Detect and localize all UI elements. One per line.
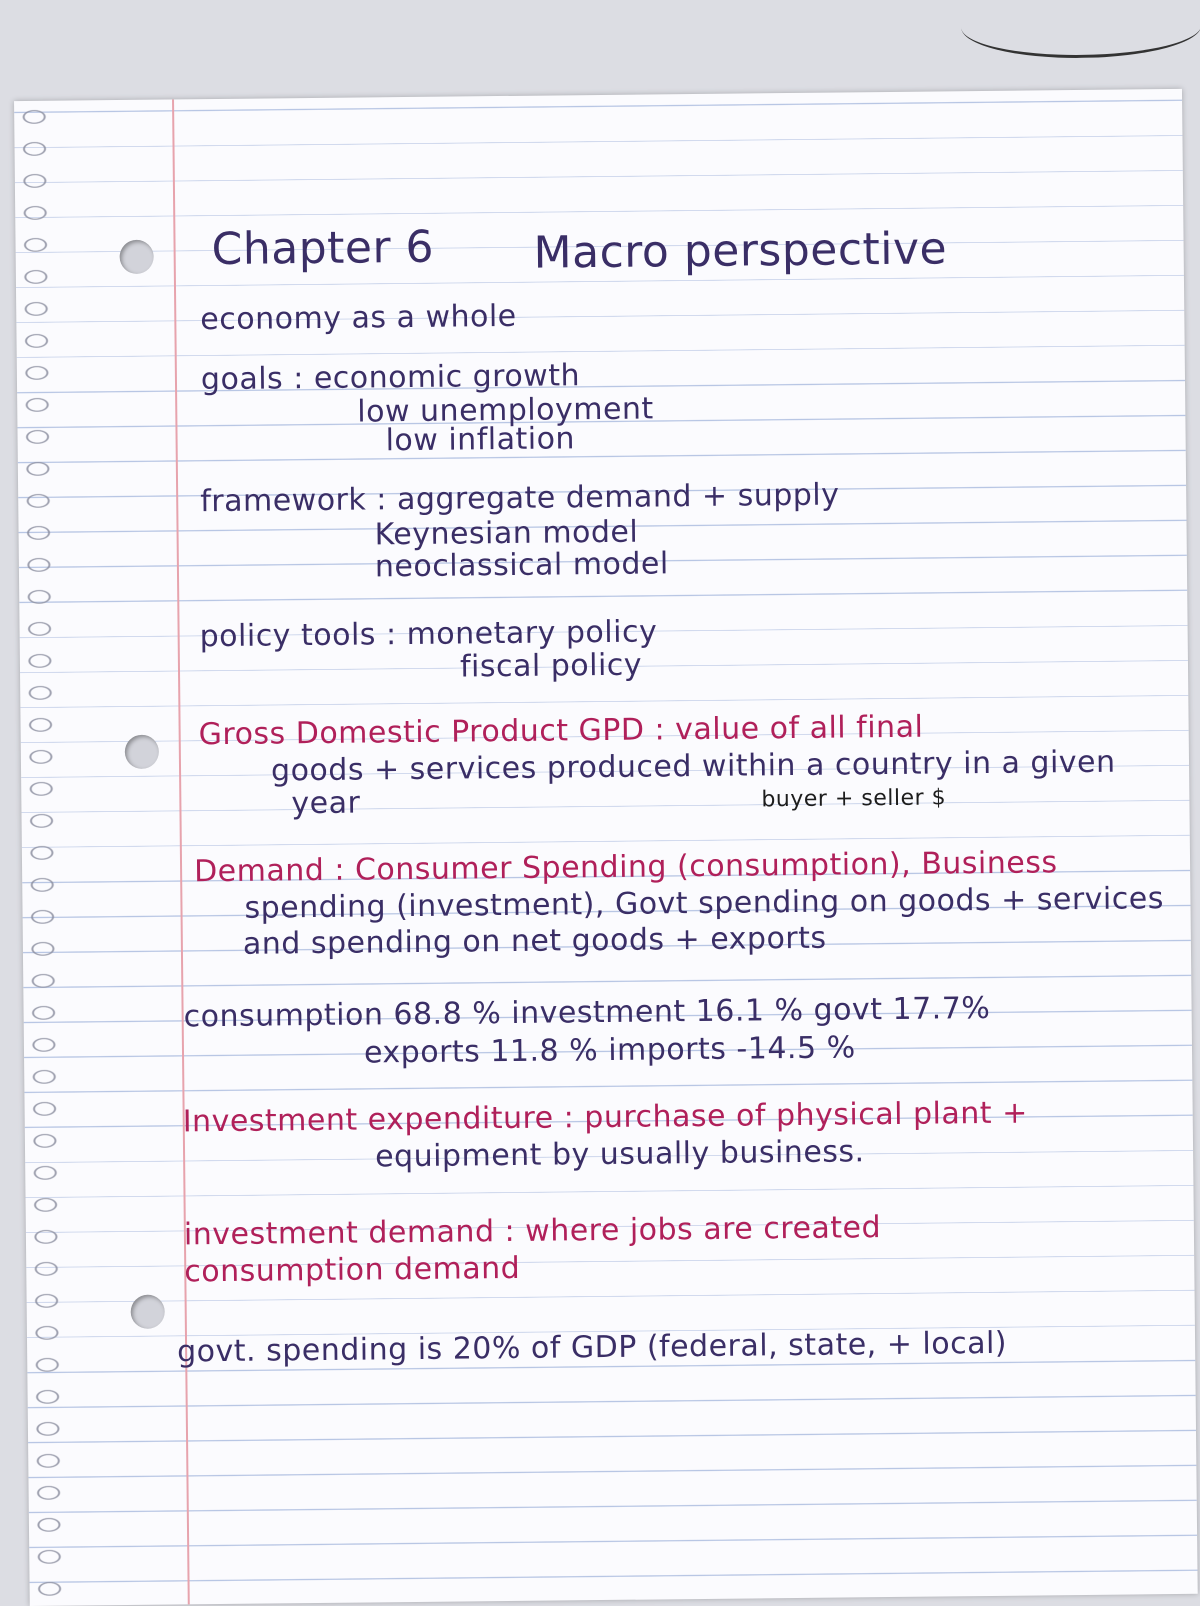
term-heading: Demand : Consumer Spending (consumption), Business bbox=[193, 845, 1058, 890]
note-line: economy as a whole bbox=[200, 298, 517, 338]
term-heading: Gross Domestic Product GPD : value of all final bbox=[198, 709, 924, 753]
note-line: consumption 68.8 % investment 16.1 % govt 17.7% bbox=[183, 990, 991, 1035]
note-line: low unemployment bbox=[357, 391, 654, 430]
margin-line bbox=[172, 99, 190, 1604]
note-line: and spending on net goods + exports bbox=[242, 920, 827, 962]
note-line: goods + services produced within a country in a given bbox=[270, 744, 1116, 789]
note-line: neoclassical model bbox=[374, 546, 669, 585]
note-line: framework : aggregate demand + supply bbox=[200, 477, 840, 520]
pen-stroke bbox=[961, 0, 1200, 59]
note-line: low inflation bbox=[385, 421, 576, 459]
note-line: policy tools : monetary policy bbox=[199, 614, 658, 655]
page-title: Chapter 6 bbox=[211, 221, 435, 276]
punch-hole bbox=[119, 240, 153, 274]
note-line: fiscal policy bbox=[459, 647, 643, 685]
term-heading: investment demand : where jobs are created bbox=[183, 1210, 882, 1253]
punch-hole bbox=[125, 735, 159, 769]
note-aside: buyer + seller $ bbox=[761, 785, 947, 813]
punch-hole bbox=[131, 1295, 165, 1329]
note-line: govt. spending is 20% of GDP (federal, state, + local) bbox=[176, 1325, 1008, 1370]
note-line: year bbox=[291, 785, 361, 822]
note-line: Keynesian model bbox=[374, 514, 639, 553]
notebook-page bbox=[14, 89, 1198, 1606]
term-heading: Investment expenditure : purchase of physical plant + bbox=[182, 1095, 1028, 1140]
spiral-binding bbox=[14, 101, 76, 1606]
note-line: exports 11.8 % imports -14.5 % bbox=[363, 1030, 856, 1071]
note-line: goals : economic growth bbox=[200, 358, 581, 398]
term-heading: consumption demand bbox=[184, 1250, 521, 1290]
note-line: spending (investment), Govt spending on goods + services bbox=[244, 881, 1165, 926]
note-line: equipment by usually business. bbox=[374, 1134, 865, 1175]
page-subtitle: Macro perspective bbox=[533, 223, 948, 279]
